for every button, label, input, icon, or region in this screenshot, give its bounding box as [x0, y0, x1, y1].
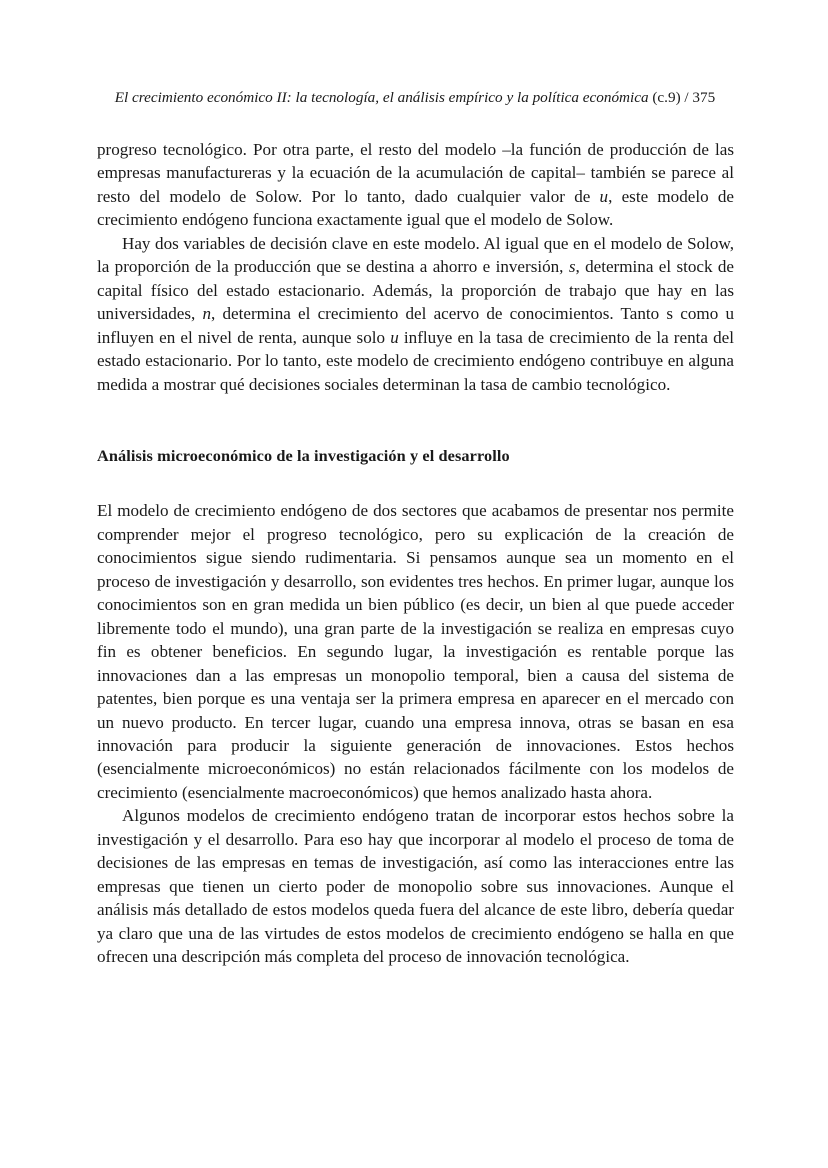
running-head-folio: (c.9) / 375 [648, 89, 716, 106]
paragraph-1 [97, 138, 734, 232]
spacer-before-heading [97, 396, 734, 444]
text-column [97, 138, 734, 969]
paragraph-2-part-3: , determina el crecimiento del acervo de conocimientos. Tanto s como u influyen en el nivel de renta, aunque solo [97, 304, 734, 347]
spacer-after-heading [97, 467, 734, 499]
paragraph-2-part-4: influye en la tasa de crecimiento de la renta del estado estacionario. Por lo tanto, este modelo de crecimiento endógeno contribuye en alguna medida a mostrar qué decisiones sociales determinan la tasa de cambio tecnológico. [97, 327, 734, 394]
paragraph-1-part-2: , este modelo de crecimiento endógeno funciona exactamente igual que el modelo de Solow. [97, 186, 734, 230]
paragraph-2-part-2: , determina el stock de capital físico del estado estacionario. Además, la proporción de trabajo que hay en las universidades, [97, 257, 734, 324]
section-heading: Análisis microeconómico de la investigación y el desarrollo [97, 445, 510, 465]
paragraph-4: Algunos modelos de crecimiento endógeno tratan de incorporar estos hechos sobre la investigación y el desarrollo. Para eso hay que incorporar al modelo el proceso de toma de decisiones de las empresas en temas de investigación, así como las interacciones entre las empresas que tienen un cierto poder de monopolio sobre sus innovaciones. Aunque el análisis más detallado de estos modelos queda fuera del alcance de este libro, debería quedar ya claro que una de las virtudes de estos modelos de crecimiento endógeno se halla en que ofrecen una descripción más completa del proceso de innovación tecnológica. [97, 806, 734, 967]
variable-u-2: u [390, 327, 399, 347]
running-head [97, 88, 733, 108]
paragraph-1-part-1: progreso tecnológico. Por otra parte, el resto del modelo –la función de producción de las empresas manufactureras y la ecuación de la acumulación de capital– también se parece al resto del modelo de Solow. Por lo tanto, dado cualquier valor de [97, 140, 734, 206]
running-head-title: El crecimiento económico II: la tecnología, el análisis empírico y la política económica [114, 89, 649, 106]
variable-n: n [202, 304, 212, 324]
variable-u: u [599, 186, 609, 206]
paragraph-2 [97, 232, 734, 396]
paragraph-2-part-1: Hay dos variables de decisión clave en este modelo. Al igual que en el modelo de Solow, la proporción de la producción que se destina a ahorro e inversión, [97, 233, 734, 277]
variable-s: s [568, 257, 576, 277]
paragraph-3: El modelo de crecimiento endógeno de dos sectores que acabamos de presentar nos permite comprender mejor el progreso tecnológico, pero su explicación de la creación de conocimientos sigue siendo rudimentaria. Si pensamos aunque sea un momento en el proceso de investigación y desarrollo, son evidentes tres hechos. En primer lugar, aunque los conocimientos son en gran medida un bien público (es decir, un bien al que puede acceder libremente todo el mundo), una gran parte de la investigación se realiza en empresas cuyo fin es obtener beneficios. En segundo lugar, la investigación es rentable porque las innovaciones dan a las empresas un monopolio temporal, bien a causa del sistema de patentes, bien porque es una ventaja ser la primera empresa en aparecer en el mercado con un nuevo producto. En tercer lugar, cuando una empresa innova, otras se basan en esa innovación para producir la siguiente generación de innovaciones. Estos hechos (esencialmente microeconómicos) no están relacionados fácilmente con los modelos de crecimiento (esencialmente macroeconómicos) que hemos analizado hasta ahora. [97, 501, 734, 802]
